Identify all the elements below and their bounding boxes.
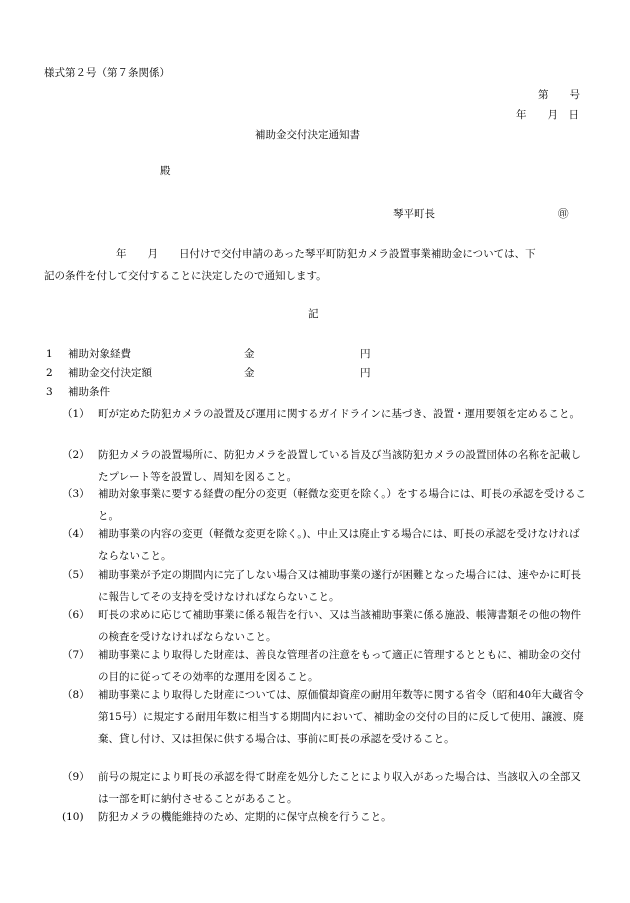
condition-text: 補助事業により取得した財産は、善良な管理者の注意をもって適正に管理するとともに、補助金の交付の目的に従ってその効率的な運用を図ること。	[98, 649, 581, 683]
item-label-grant-amount: 補助金交付決定額	[68, 367, 152, 379]
condition-text: 町長の求めに応じて補助事業に係る報告を行い、又は当該補助事業に係る施設、帳簿書類その他の物件の検査を受けなければならないこと。	[98, 609, 581, 643]
form-label: 様式第２号（第７条関係）	[44, 67, 170, 79]
condition-number: (10)	[62, 811, 84, 823]
item-currency: 金	[244, 348, 255, 360]
condition-text: 防犯カメラの設置場所に、防犯カメラを設置している旨及び当該防犯カメラの設置団体の名称を記載したプレート等を設置し、周知を図ること。	[98, 449, 581, 483]
document-title: 補助金交付決定通知書	[255, 129, 360, 141]
condition-number: （7）	[62, 649, 90, 661]
condition-text: 町が定めた防犯カメラの設置及び運用に関するガイドラインに基づき、設置・運用要領を定めること。	[98, 408, 580, 420]
condition-number: （6）	[62, 609, 90, 621]
condition-number: （3）	[62, 488, 90, 500]
item-number: 2	[46, 367, 53, 379]
conditions-heading: 補助条件	[68, 386, 110, 398]
document-date: 年 月 日	[516, 109, 579, 121]
condition-number: （5）	[62, 569, 90, 581]
item-currency: 金	[244, 367, 255, 379]
condition-text: 補助事業の内容の変更（軽微な変更を除く。)、中止又は廃止する場合には、町長の承認を受けなければならないこと。	[98, 528, 580, 562]
seal-mark: ㊞	[558, 208, 569, 220]
item-unit: 円	[360, 348, 371, 360]
condition-number: （8）	[62, 689, 90, 701]
condition-number: （9）	[62, 771, 90, 783]
condition-text: 補助事業により取得した財産については、原価償却資産の耐用年数等に関する省令（昭和40年大蔵省令第15号）に規定する耐用年数に相当する期間内において、補助金の交付の目的に反して使用、譲渡、廃棄、貸し付け、又は担保に供する場合は、事前に町長の承認を受けること。	[98, 689, 584, 745]
item-number: 1	[46, 348, 53, 360]
item-number: 3	[46, 386, 53, 398]
item-label-subsidy-cost: 補助対象経費	[68, 348, 131, 360]
condition-number: （2）	[62, 449, 90, 461]
addressee-suffix: 殿	[160, 165, 171, 177]
ki-heading: 記	[308, 308, 319, 320]
condition-text: 前号の規定により町長の承認を得て財産を処分したことにより収入があった場合は、当該収入の全部又は一部を町に納付させることがあること。	[98, 771, 581, 805]
condition-text: 補助対象事業に要する経費の配分の変更（軽微な変更を除く。）をする場合には、町長の承認を受けること。	[98, 488, 587, 522]
condition-text: 防犯カメラの機能維持のため、定期的に保守点検を行うこと。	[98, 811, 392, 823]
condition-number: （1）	[62, 408, 90, 420]
document-number: 第 号	[538, 89, 580, 101]
body-text-line-1: 年 月 日付けで交付申請のあった琴平町防犯カメラ設置事業補助金については、下	[116, 248, 536, 260]
item-unit: 円	[360, 367, 371, 379]
body-text-line-2: 記の条件を付して交付することに決定したので通知します。	[44, 270, 327, 282]
issuer-name: 琴平町長	[393, 208, 435, 220]
condition-text: 補助事業が予定の期間内に完了しない場合又は補助事業の遂行が困難となった場合には、速やかに町長に報告してその支持を受けなければならないこと。	[98, 569, 581, 603]
condition-number: （4）	[62, 528, 90, 540]
